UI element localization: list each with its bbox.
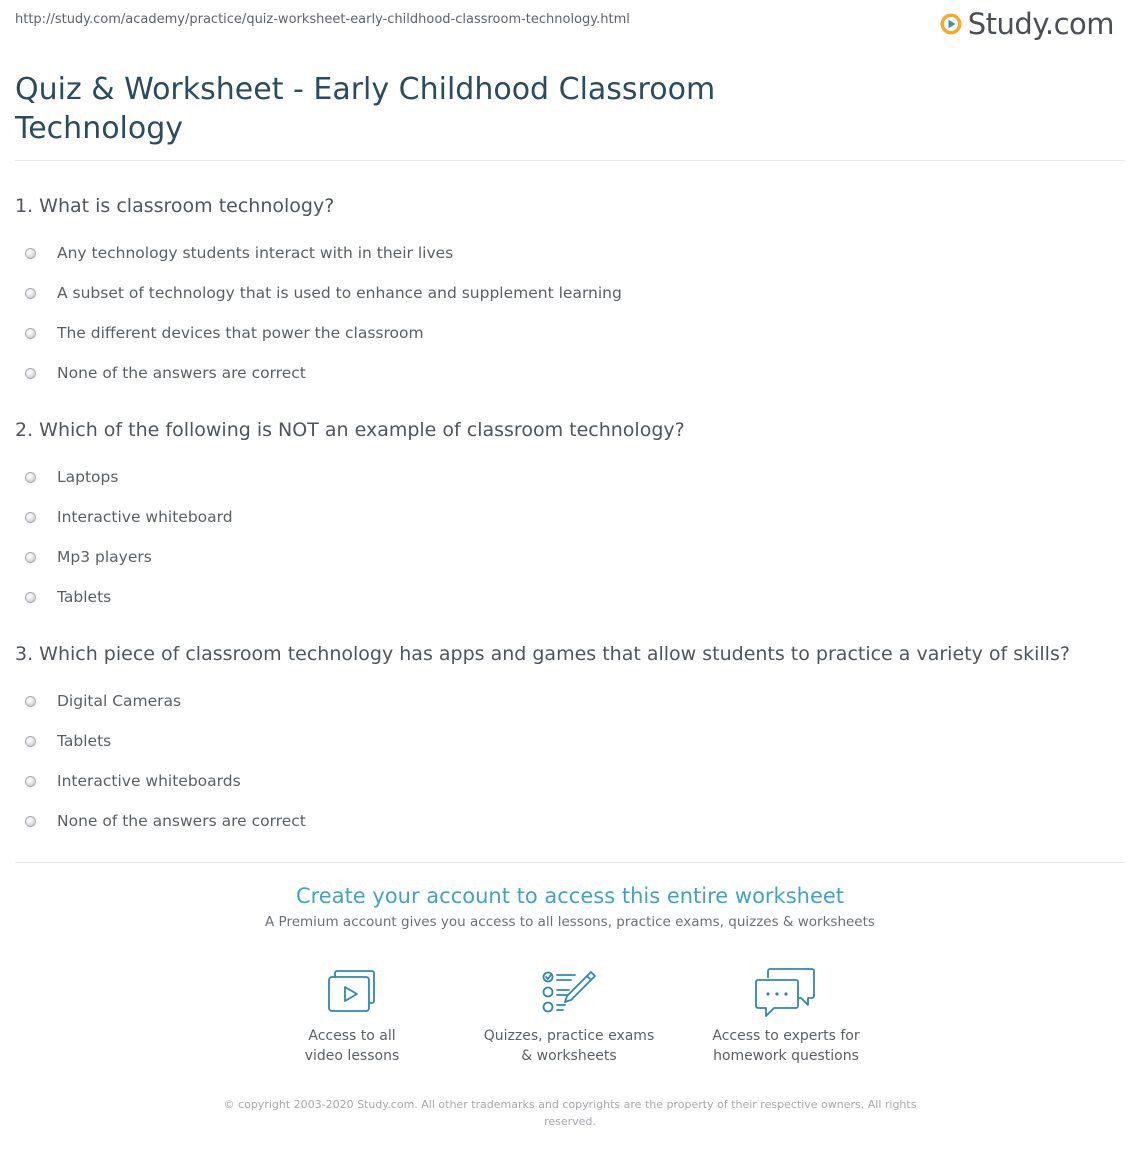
- question-3: [15, 641, 1125, 841]
- answer-label: Digital Cameras: [57, 692, 182, 710]
- feature-label-line: & worksheets: [521, 1048, 617, 1064]
- answer-option[interactable]: [15, 233, 1125, 273]
- chat-bubbles-icon: [754, 968, 818, 1018]
- answer-list: [15, 681, 1125, 841]
- feature-video-lessons: [252, 968, 452, 1066]
- question-2: [15, 417, 1125, 617]
- copyright-line: reserved.: [544, 1115, 596, 1128]
- quiz-checklist-icon: [541, 968, 597, 1014]
- answer-option[interactable]: [15, 681, 1125, 721]
- radio-button[interactable]: [25, 816, 36, 827]
- answer-label: Tablets: [57, 588, 112, 606]
- answer-list: [15, 457, 1125, 617]
- answer-label: Interactive whiteboards: [57, 772, 241, 790]
- radio-button[interactable]: [25, 248, 36, 259]
- feature-experts: [686, 968, 886, 1066]
- signup-cta: [0, 884, 1140, 930]
- answer-label: Mp3 players: [57, 548, 152, 566]
- question-text: 3. Which piece of classroom technology has apps and games that allow students to practice a variety of skills?: [15, 643, 1070, 665]
- feature-label-line: video lessons: [304, 1048, 400, 1064]
- radio-button[interactable]: [25, 736, 36, 747]
- feature-quizzes: [469, 968, 669, 1066]
- radio-button[interactable]: [25, 592, 36, 603]
- answer-label: None of the answers are correct: [57, 364, 306, 382]
- question-text: 2. Which of the following is NOT an example of classroom technology?: [15, 419, 685, 441]
- answer-option[interactable]: [15, 801, 1125, 841]
- page-url: http://study.com/academy/practice/quiz-worksheet-early-childhood-classroom-technology.html: [15, 12, 630, 27]
- radio-button[interactable]: [25, 512, 36, 523]
- radio-button[interactable]: [25, 552, 36, 563]
- feature-label: [686, 1026, 886, 1066]
- answer-option[interactable]: [15, 721, 1125, 761]
- quiz-divider: [15, 862, 1125, 863]
- answer-label: Any technology students interact with in their lives: [57, 244, 454, 262]
- logo-text: Study.com: [967, 7, 1114, 41]
- feature-label-line: Access to all: [308, 1028, 396, 1044]
- feature-label-line: Quizzes, practice exams: [483, 1028, 655, 1044]
- study-logo[interactable]: [940, 6, 1114, 42]
- answer-label: Laptops: [57, 468, 119, 486]
- answer-label: Tablets: [57, 732, 112, 750]
- feature-label: [252, 1026, 452, 1066]
- page-title: Quiz & Worksheet - Early Childhood Classroom Technology: [15, 72, 716, 146]
- question-text: 1. What is classroom technology?: [15, 195, 335, 217]
- answer-option[interactable]: [15, 537, 1125, 577]
- answer-option[interactable]: [15, 577, 1125, 617]
- feature-label: [469, 1026, 669, 1066]
- answer-option[interactable]: [15, 313, 1125, 353]
- radio-button[interactable]: [25, 368, 36, 379]
- copyright-line: © copyright 2003-2020 Study.com. All other trademarks and copyrights are the property of their respective owners. All rights: [223, 1098, 917, 1111]
- answer-option[interactable]: [15, 761, 1125, 801]
- answer-option[interactable]: [15, 273, 1125, 313]
- answer-label: The different devices that power the classroom: [57, 324, 424, 342]
- title-divider: [15, 160, 1125, 161]
- radio-button[interactable]: [25, 776, 36, 787]
- question-1: [15, 193, 1125, 393]
- answer-label: None of the answers are correct: [57, 812, 306, 830]
- radio-button[interactable]: [25, 472, 36, 483]
- answer-list: [15, 233, 1125, 393]
- radio-button[interactable]: [25, 288, 36, 299]
- video-lessons-icon: [326, 968, 378, 1014]
- radio-button[interactable]: [25, 328, 36, 339]
- answer-option[interactable]: [15, 457, 1125, 497]
- cta-subtitle: A Premium account gives you access to all lessons, practice exams, quizzes & worksheets: [265, 914, 875, 930]
- answer-label: Interactive whiteboard: [57, 508, 233, 526]
- copyright-notice: [210, 1096, 930, 1130]
- feature-label-line: homework questions: [713, 1048, 859, 1064]
- answer-label: A subset of technology that is used to enhance and supplement learning: [57, 284, 622, 302]
- answer-option[interactable]: [15, 353, 1125, 393]
- radio-button[interactable]: [25, 696, 36, 707]
- play-circle-icon: [940, 13, 962, 35]
- create-account-link[interactable]: Create your account to access this entire worksheet: [295, 884, 845, 908]
- feature-label-line: Access to experts for: [712, 1028, 860, 1044]
- answer-option[interactable]: [15, 497, 1125, 537]
